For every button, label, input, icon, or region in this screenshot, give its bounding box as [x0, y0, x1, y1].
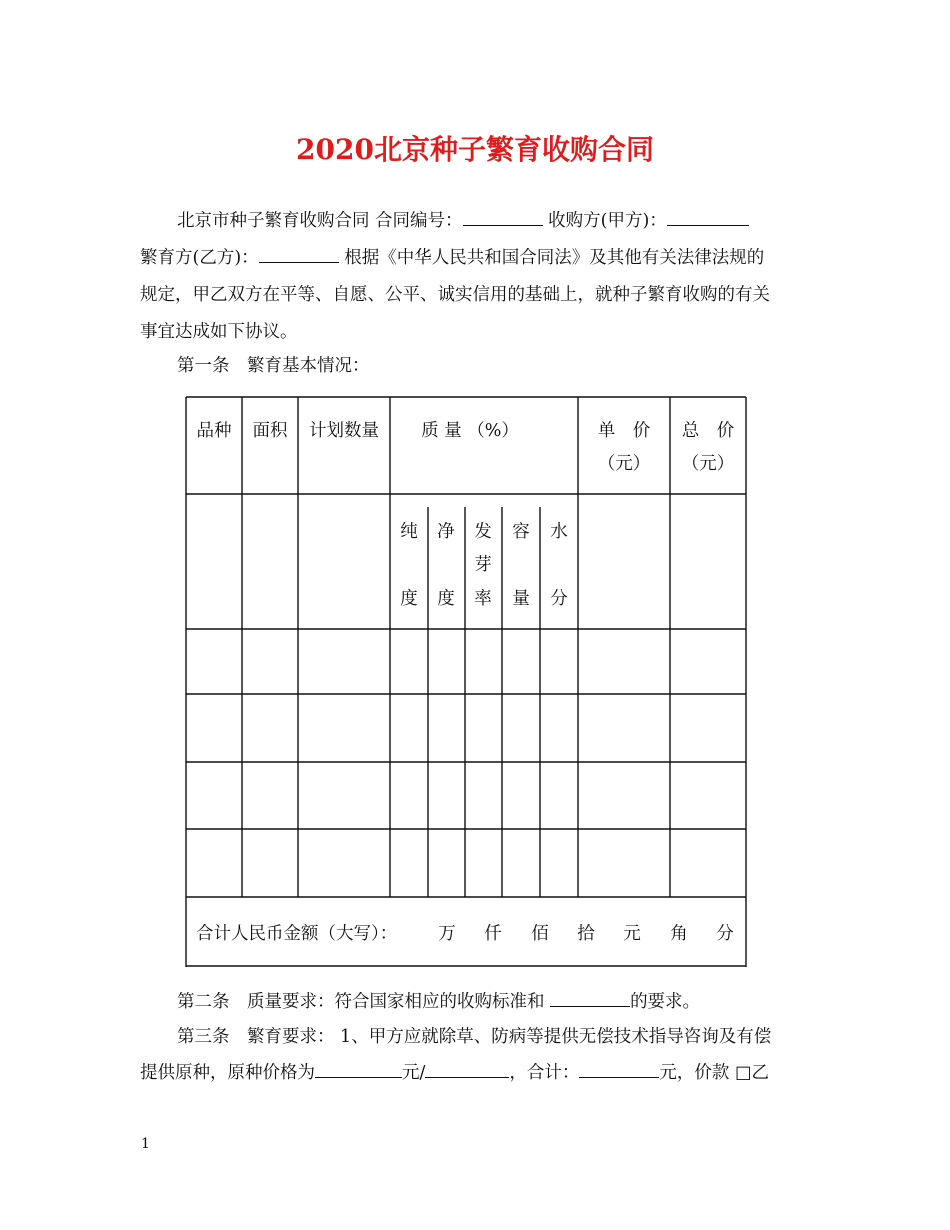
- article-2: [140, 983, 852, 1021]
- intro-text: 繁育方(乙方)：: [140, 248, 259, 268]
- sub-header-moisture: 分: [550, 589, 568, 609]
- intro-text: 收购方(甲方)：: [542, 211, 667, 231]
- sub-header-germination: 率: [474, 589, 492, 609]
- table-grid: [186, 397, 746, 967]
- article-3-text: 元，价款 □乙: [659, 1063, 770, 1083]
- sub-header-germination: 发: [474, 522, 492, 542]
- intro-line-4: 事宜达成如下协议。: [140, 322, 298, 342]
- total-unit-shi: 拾: [577, 924, 595, 944]
- total-unit-fen: 分: [716, 924, 734, 944]
- sub-header-bulk-density: 容: [512, 522, 530, 542]
- sub-header-germination: 芽: [474, 555, 492, 575]
- sub-header-cleanliness: 净: [437, 522, 455, 542]
- sub-header-bulk-density: 量: [512, 589, 530, 609]
- article-2-text: 第二条 质量要求：符合国家相应的收购标准和: [177, 992, 551, 1012]
- seed-total-blank: [579, 1077, 659, 1078]
- seed-price-blank: [315, 1077, 402, 1078]
- header-unit-price: 单 价: [597, 421, 651, 441]
- intro-line-3: 规定，甲乙双方在平等、自愿、公平、诚实信用的基础上，就种子繁育收购的有关: [140, 285, 770, 305]
- header-unit-price-unit: （元）: [597, 454, 651, 474]
- article-3-text: 提供原种，原种价格为: [140, 1063, 315, 1083]
- article-1-heading: 第一条 繁育基本情况：: [177, 356, 370, 376]
- header-total-price: 总 价: [681, 421, 735, 441]
- header-planned-quantity: 计划数量: [309, 421, 379, 441]
- header-variety: 品种: [196, 421, 232, 441]
- total-unit-jiao: 角: [670, 924, 688, 944]
- article-2-text: 的要求。: [630, 992, 701, 1012]
- total-unit-yuan: 元: [623, 924, 641, 944]
- total-amount-label: 合计人民币金额（大写）：: [196, 924, 398, 944]
- article-3-text: 元/: [402, 1063, 426, 1083]
- header-total-price-unit: （元）: [681, 454, 735, 474]
- document-title: 2020北京种子繁育收购合同: [296, 133, 654, 166]
- total-unit-bai: 佰: [531, 924, 549, 944]
- intro-text: 根据《中华人民共和国合同法》及其他有关法律法规的: [338, 248, 765, 268]
- sub-header-moisture: 水: [550, 522, 568, 542]
- header-area: 面积: [252, 421, 288, 441]
- sub-header-purity: 度: [400, 589, 418, 609]
- article-3-line-2: [140, 1054, 815, 1092]
- article-3-text: ，合计：: [509, 1063, 580, 1083]
- total-unit-qian: 仟: [484, 924, 502, 944]
- header-quality: 质 量 （%）: [421, 421, 519, 441]
- standard-blank: [550, 1006, 630, 1007]
- intro-text: 北京市种子繁育收购合同 合同编号：: [177, 211, 463, 231]
- seed-unit-blank: [425, 1077, 509, 1078]
- sub-header-cleanliness: 度: [437, 589, 455, 609]
- article-3-line-1: 第三条 繁育要求： 1、甲方应就除草、防病等提供无偿技术指导咨询及有偿: [177, 1027, 772, 1047]
- page-number: 1: [141, 1136, 150, 1152]
- total-unit-wan: 万: [438, 924, 456, 944]
- sub-header-purity: 纯: [400, 522, 418, 542]
